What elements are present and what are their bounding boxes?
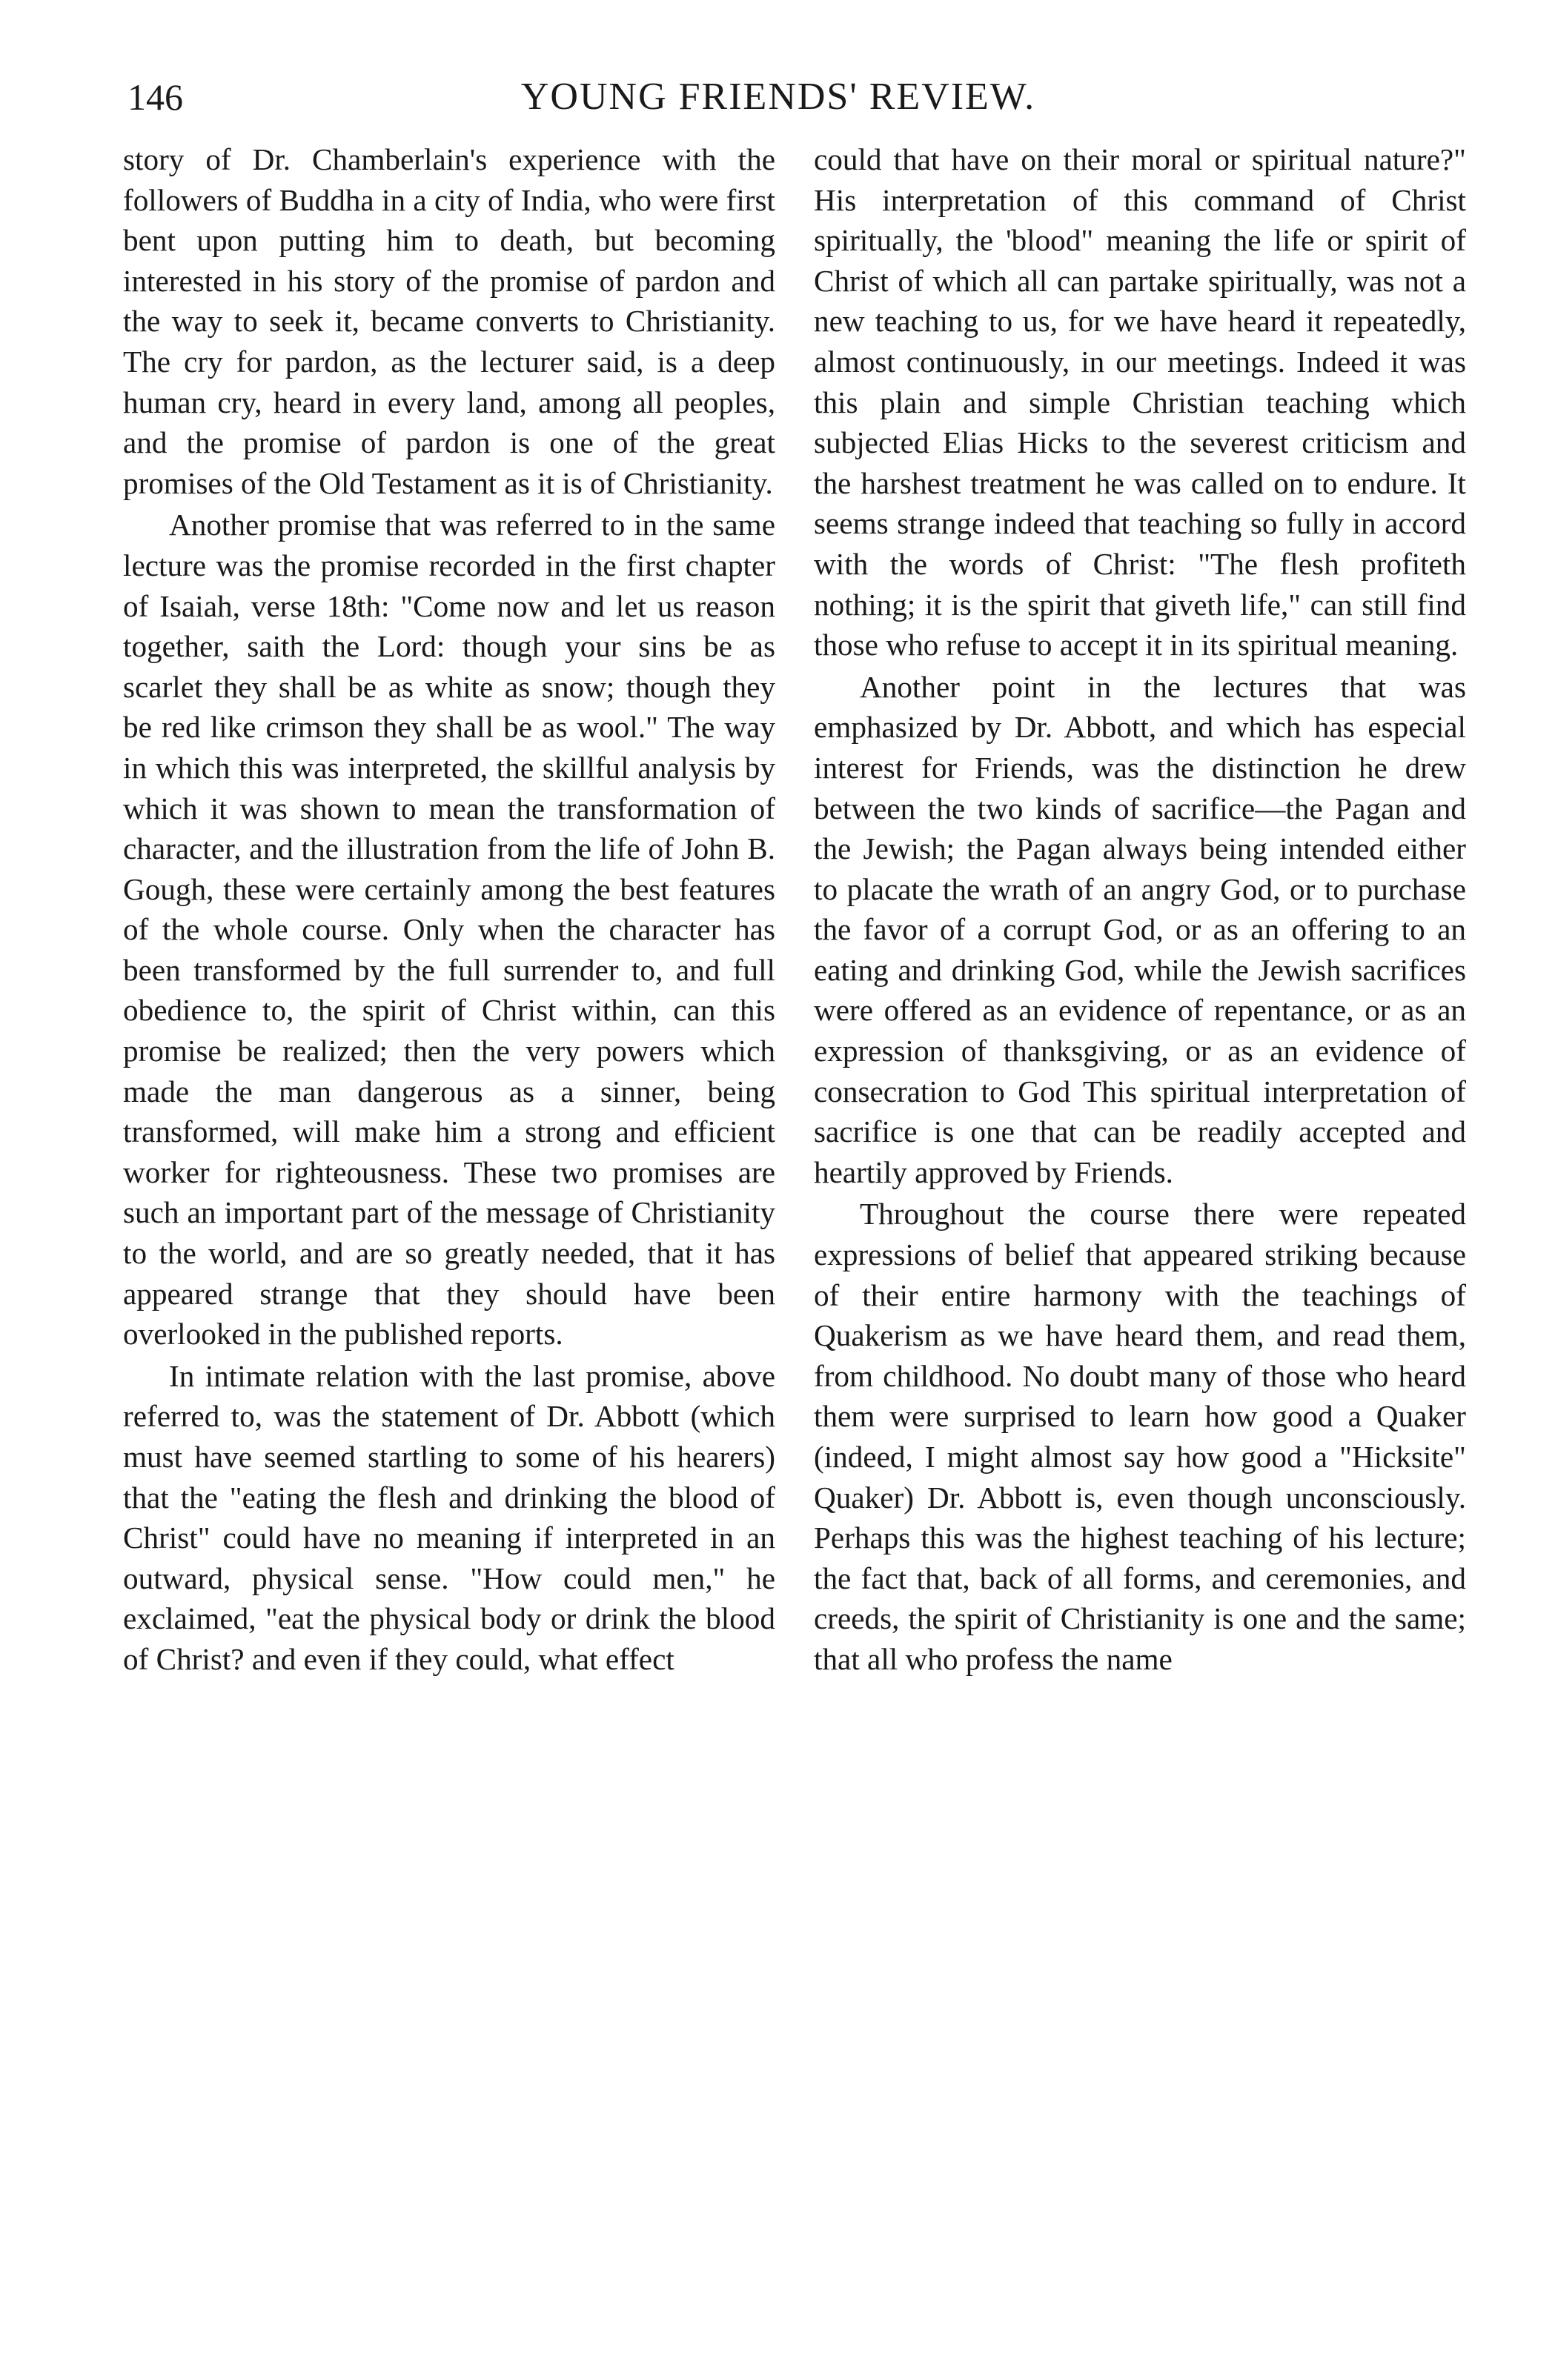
page-number: 146 [127,76,183,118]
paragraph: could that have on their moral or spiritual nature?" His interpretation of this command of Christ spiritually, the 'blood" meaning the life or spirit of Christ of which all can partake spiritually, was not a new teaching to us, for we have heard it repeatedly, almost continuously, in our meetings. Indeed it was this plain and simple Christian teaching which subjected Elias Hicks to the severest criticism and the harshest treatment he was called on to endure. It seems strange indeed that teaching so fully in accord with the words of Christ: "The flesh profiteth nothing; it is the spirit that giveth life," can still find those who refuse to accept it in its spiritual meaning. [814,142,1466,662]
paragraph: Throughout the course there were repeated expressions of belief that appeared striking because of their entire harmony with the teachings of Quakerism as we have heard them, and read them, from childhood. No doubt many of those who heard them were surprised to learn how good a Quaker (indeed, I might almost say how good a "Hicksite" Quaker) Dr. Abbott is, even though unconsciously. Perhaps this was the highest teaching of his lecture; the fact that, back of all forms, and ceremonies, and creeds, the spirit of Christianity is one and the same; that all who profess the name [814,1197,1466,1676]
paragraph: Another promise that was referred to in the same lecture was the promise recorded in the first chapter of Isaiah, verse 18th: "Come now and let us reason together, saith the Lord: though your sins be as scarlet they shall be as white as snow; though they be red like crimson they shall be as wool." The way in which this was interpreted, the skillful analysis by which it was shown to mean the transformation of character, and the illustration from the life of John B. Gough, these were certainly among the best features of the whole course. Only when the character has been transformed by the full surrender to, and full obedience to, the spirit of Christ within, can this promise be realized; then the very powers which made the man dangerous as a sinner, being transformed, will make him a strong and efficient worker for righteousness. These two promises are such an important part of the message of Christianity to the world, and are so greatly needed, that it has appeared strange that they should have been overlooked in the published reports. [123,508,775,1352]
paragraph: story of Dr. Chamberlain's experience with the followers of Buddha in a city of India, who were first bent upon putting him to death, but becoming interested in his story of the promise of pardon and the way to seek it, became converts to Christianity. The cry for pardon, as the lecturer said, is a deep human cry, heard in every land, among all peoples, and the promise of pardon is one of the great promises of the Old Testament as it is of Christianity. [123,142,775,500]
left-column [123,139,775,1681]
paragraph: Another point in the lectures that was emphasized by Dr. Abbott, and which has especial interest for Friends, was the distinction he drew between the two kinds of sacrifice—the Pagan and the Jewish; the Pagan always being intended either to placate the wrath of an angry God, or to purchase the favor of a corrupt God, or as an offering to an eating and drinking God, while the Jewish sacrifices were offered as an evidence of repentance, or as an expression of thanksgiving, or as an evidence of consecration to God This spiritual interpretation of sacrifice is one that can be readily accepted and heartily approved by Friends. [814,669,1466,1189]
running-head [89,71,1468,123]
paragraph: In intimate relation with the last promise, above referred to, was the statement of Dr. Abbott (which must have seemed startling to some of his hearers) that the "eating the flesh and drinking the blood of Christ" could have no meaning if interpreted in an outward, physical sense. "How could men," he exclaimed, "eat the physical body or drink the blood of Christ? and even if they could, what effect [123,1358,775,1676]
journal-title: YOUNG FRIENDS' REVIEW. [520,76,1036,118]
right-column [814,139,1466,1681]
